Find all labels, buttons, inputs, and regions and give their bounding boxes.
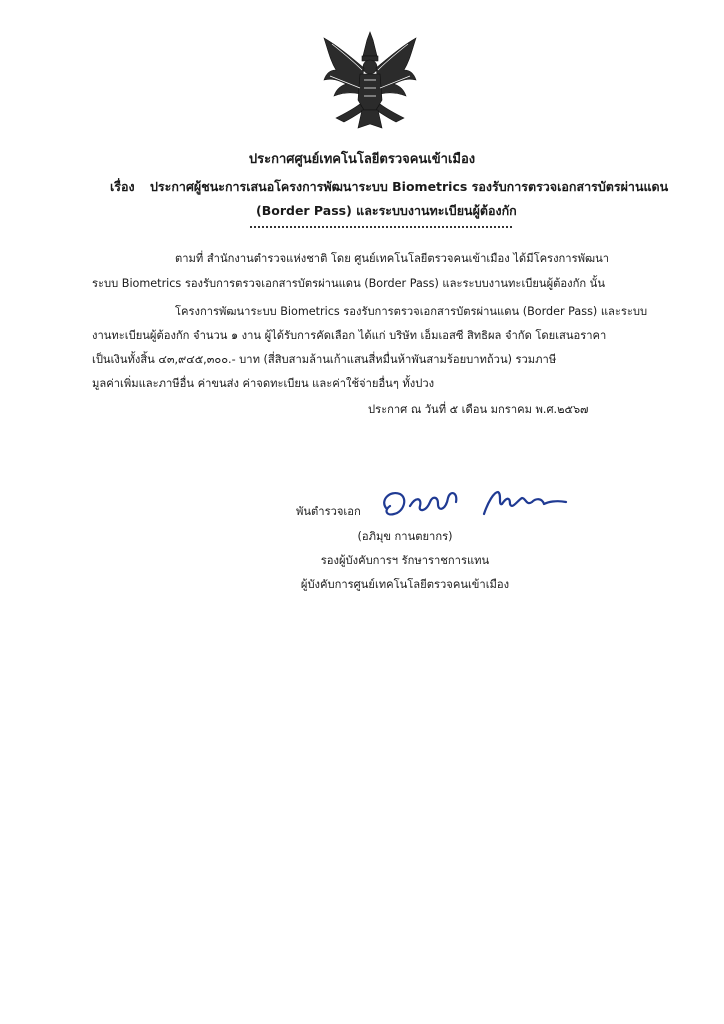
announcement-date: ประกาศ ณ วันที่ ๕ เดือน มกราคม พ.ศ.๒๕๖๗ <box>368 403 589 416</box>
signature-block <box>280 525 530 597</box>
handwritten-signature <box>376 484 576 524</box>
paragraph-2-line-2: งานทะเบียนผู้ต้องกัก จำนวน ๑ งาน ผู้ได้รับการคัดเลือก ได้แก่ บริษัท เอ็มเอสซี สิทธิผล จำกัด โดยเสนอราคา <box>92 329 607 342</box>
paragraph-2-line-3: เป็นเงินทั้งสิ้น ๔๓,๙๔๕,๓๐๐.- บาท (สี่สิบสามล้านเก้าแสนสี่หมื่นห้าพันสามร้อยบาทถ้วน) รวมภาษี <box>92 353 557 366</box>
paragraph-1-line-2: ระบบ Biometrics รองรับการตรวจเอกสารบัตรผ่านแดน (Border Pass) และระบบงานทะเบียนผู้ต้องกัก นั้น <box>92 277 605 290</box>
paragraph-2-line-1: โครงการพัฒนาระบบ Biometrics รองรับการตรวจเอกสารบัตรผ่านแดน (Border Pass) และระบบ <box>175 305 648 318</box>
signatory-name: (อภิมุข กานตยากร) <box>357 530 453 543</box>
paragraph-2-line-4: มูลค่าเพิ่มและภาษีอื่น ค่าขนส่ง ค่าจดทะเบียน และค่าใช้จ่ายอื่นๆ ทั้งปวง <box>92 377 435 390</box>
garuda-emblem-icon <box>318 30 422 132</box>
dotted-divider <box>250 226 512 228</box>
signatory-rank: พันตำรวจเอก <box>296 505 361 518</box>
subject-line-2: (Border Pass) และระบบงานทะเบียนผู้ต้องกัก <box>256 203 517 218</box>
signatory-position-2: ผู้บังคับการศูนย์เทคโนโลยีตรวจคนเข้าเมือง <box>300 578 510 591</box>
subject-line-1: ประกาศผู้ชนะการเสนอโครงการพัฒนาระบบ Biometrics รองรับการตรวจเอกสารบัตรผ่านแดน <box>150 179 669 194</box>
subject-label: เรื่อง <box>110 179 135 194</box>
signatory-position-1: รองผู้บังคับการฯ รักษาราชการแทน <box>320 554 490 567</box>
paragraph-1-line-1: ตามที่ สำนักงานตำรวจแห่งชาติ โดย ศูนย์เทคโนโลยีตรวจคนเข้าเมือง ได้มีโครงการพัฒนา <box>175 252 610 265</box>
announcement-title: ประกาศศูนย์เทคโนโลยีตรวจคนเข้าเมือง <box>248 152 476 167</box>
